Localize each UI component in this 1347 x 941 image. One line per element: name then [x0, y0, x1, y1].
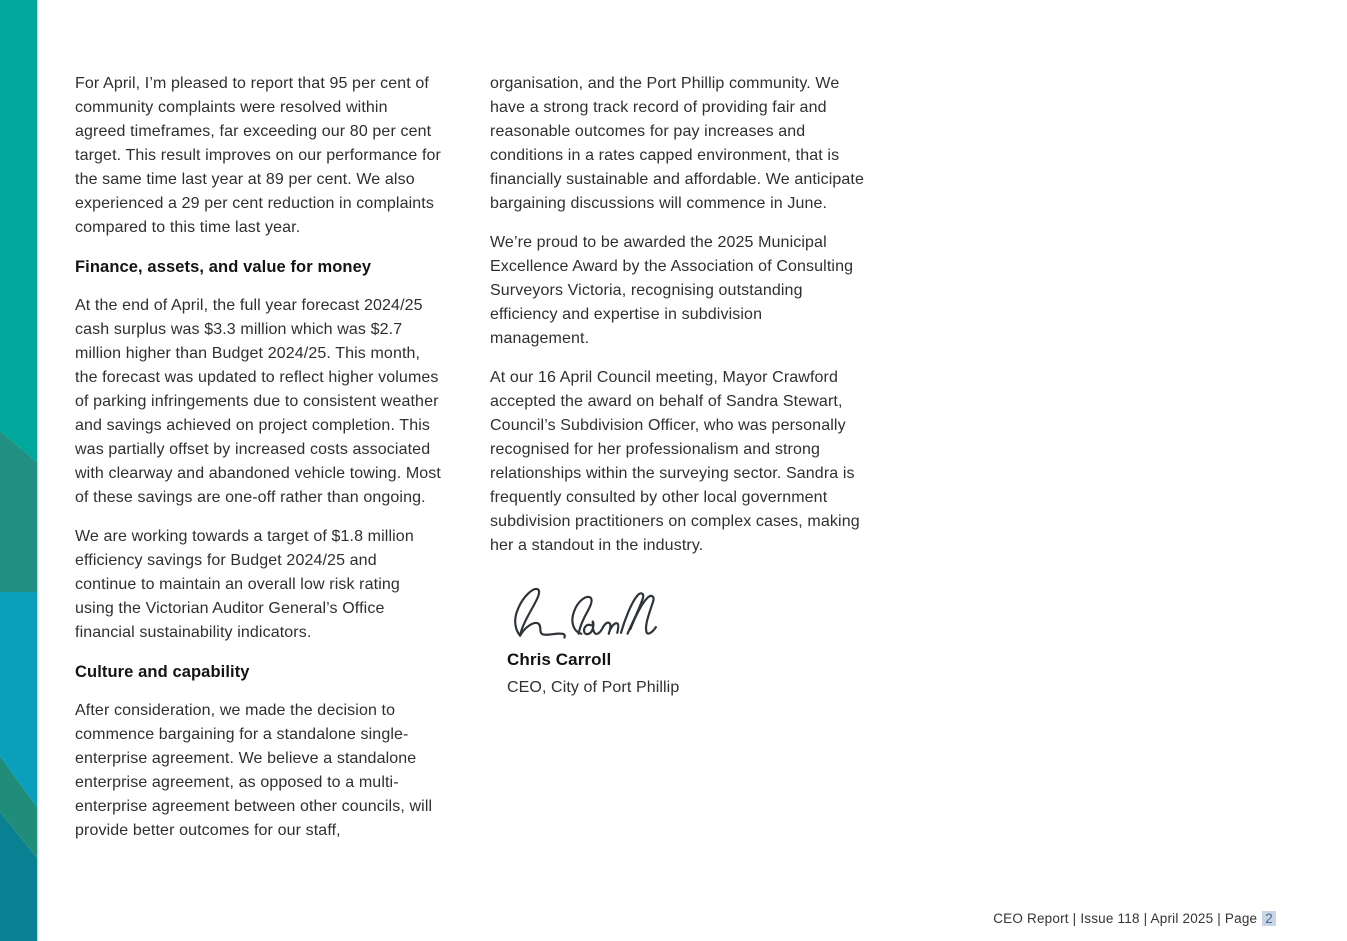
signatory-name: Chris Carroll — [507, 650, 612, 669]
paragraph-excellence-award: We’re proud to be awarded the 2025 Municipal Excellence Award by the Association of Consulting Surveyors Victoria, recognising outstanding efficiency and expertise in subdivision management. — [490, 234, 854, 347]
section-heading-finance: Finance, assets, and value for money — [75, 258, 372, 276]
right-column — [490, 72, 864, 858]
edge-strip-highlight-line — [37, 0, 38, 941]
document-body — [75, 72, 865, 858]
section-heading-culture: Culture and capability — [75, 663, 250, 681]
paragraph-efficiency-savings: We are working towards a target of $1.8 million efficiency savings for Budget 2024/25 and continue to maintain an overall low risk rating using the Victorian Auditor General’s Office financial sustainability indicators. — [75, 528, 414, 641]
left-column — [75, 72, 442, 858]
paragraph-council-meeting: At our 16 April Council meeting, Mayor Crawford accepted the award on behalf of Sandra Stewart, Council’s Subdivision Officer, who was personally recognised for her professionalism and strong relationships within the surveying sector. Sandra is frequently consulted by other local government subdivision practitioners on complex cases, making her a standout in the industry. — [490, 369, 860, 554]
paragraph-cash-surplus: At the end of April, the full year forecast 2024/25 cash surplus was $3.3 million which was $2.7 million higher than Budget 2024/25. This month, the forecast was updated to reflect higher volumes of parking infringements due to consistent weather and savings achieved on project completion. This was partially offset by increased costs associated with clearway and abandoned vehicle towing. Most of these savings are one-off rather than ongoing. — [75, 297, 441, 506]
footer-label: CEO Report | Issue 118 | April 2025 | Page — [993, 911, 1258, 926]
signature-block — [490, 580, 864, 697]
paragraph-complaints: For April, I’m pleased to report that 95 per cent of community complaints were resolved within agreed timeframes, far exceeding our 80 per cent target. This result improves on our performance for the same time last year at 89 per cent. We also experienced a 29 per cent reduction in complaints compared to this time last year. — [75, 75, 441, 236]
decorative-edge-strip — [0, 0, 39, 941]
signatory-title: CEO, City of Port Phillip — [507, 679, 680, 696]
edge-strip-segment-teal-top — [0, 0, 37, 462]
page-footer — [993, 911, 1276, 926]
signature-image — [507, 580, 669, 646]
paragraph-enterprise-agreement: After consideration, we made the decision to commence bargaining for a standalone single-enterprise agreement. We believe a standalone enterprise agreement, as opposed to a multi-enterprise agreement between other councils, will provide better outcomes for our staff, — [75, 702, 433, 839]
page-number-badge[interactable]: 2 — [1262, 911, 1276, 926]
paragraph-bargaining: organisation, and the Port Phillip community. We have a strong track record of providing fair and reasonable outcomes for pay increases and conditions in a rates capped environment, that is financially sustainable and affordable. We anticipate bargaining discussions will commence in June. — [490, 75, 865, 212]
